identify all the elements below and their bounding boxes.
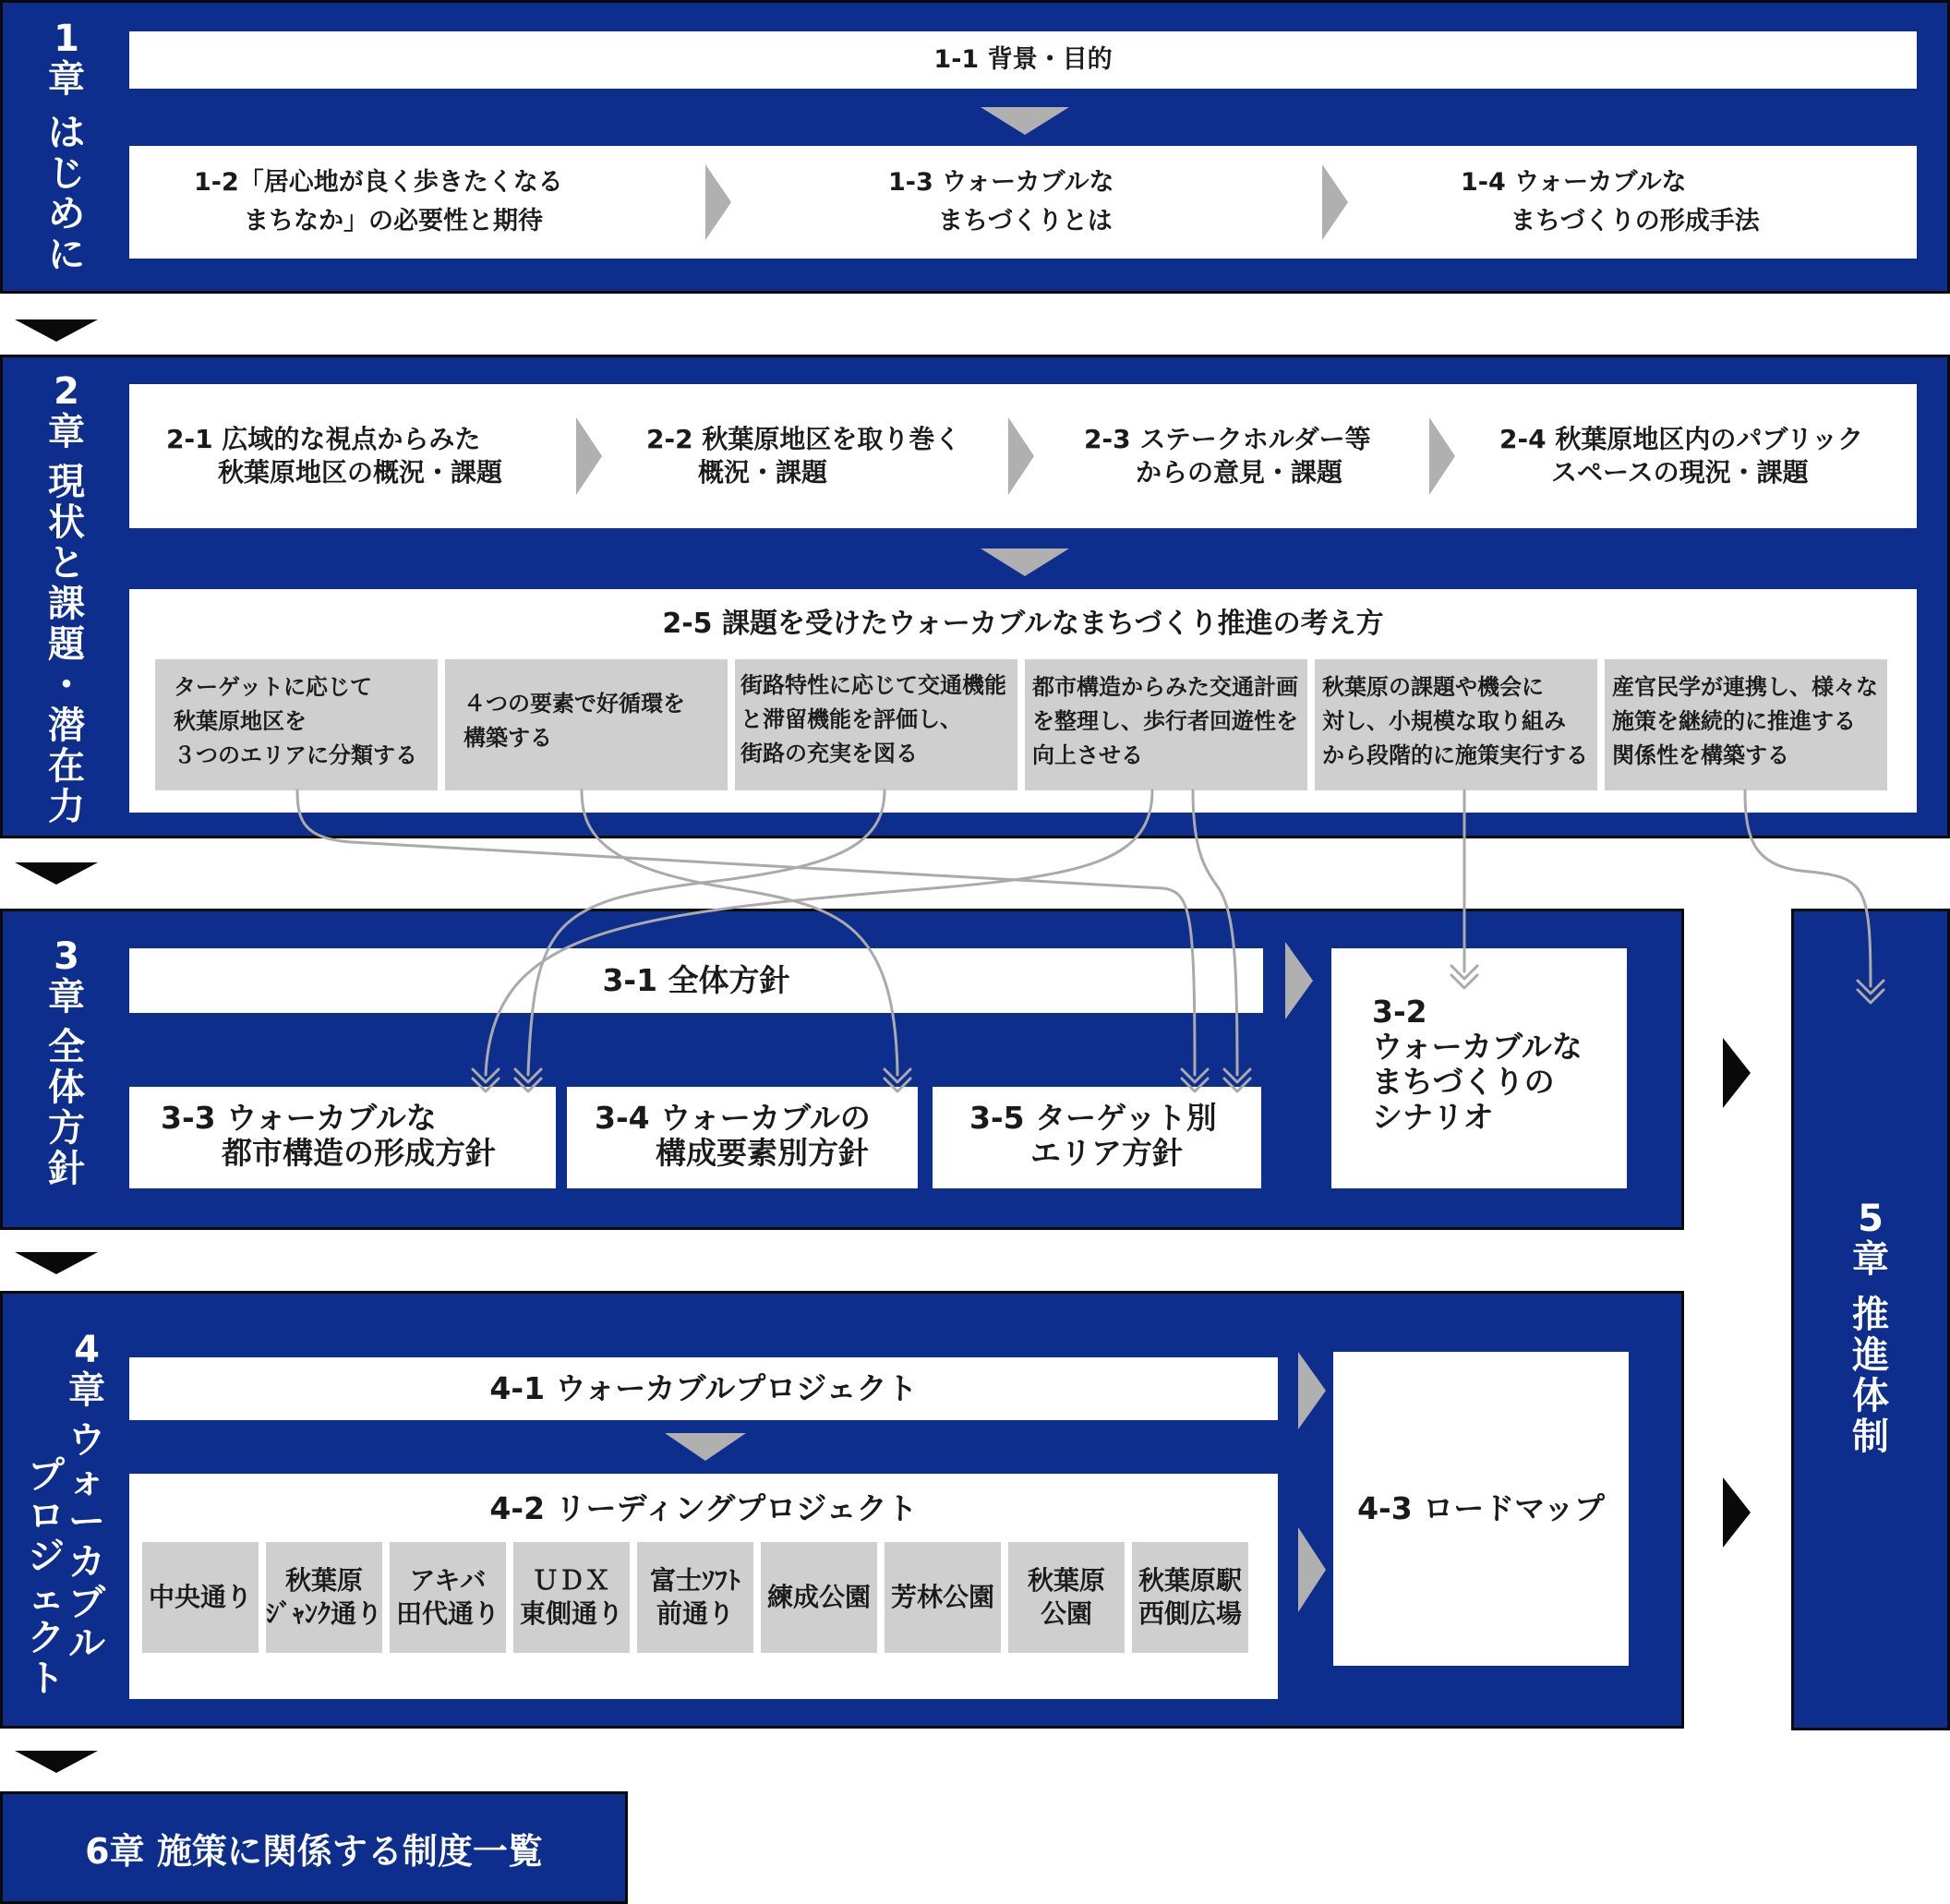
chapter-label-char: 力	[48, 786, 85, 828]
chapter-label-char: ロ	[28, 1495, 65, 1537]
chapter-label-char: 章	[68, 1369, 105, 1412]
chapter-label-char: 体	[1852, 1375, 1889, 1417]
leading-project-item: 中央通り	[142, 1542, 259, 1653]
chapter-label-char: 制	[1852, 1416, 1889, 1458]
connector-pedestrian	[1193, 790, 1237, 1075]
chapter-arrow-1-2	[15, 319, 98, 342]
arrow-down-2-4	[981, 548, 1069, 576]
chapter-label-char: ク	[28, 1617, 65, 1659]
chapter-label-char: 状	[48, 501, 85, 544]
chapter-label-char: カ	[68, 1541, 105, 1584]
chapter-label-char: プ	[28, 1454, 65, 1497]
connector-street-evaluation	[528, 790, 885, 1075]
leading-project-item: アキバ 田代通り	[390, 1542, 506, 1653]
chapter-label-char: 章	[48, 411, 85, 453]
leading-project-item: 秋葉原 ｼﾞｬﾝｸ通り	[266, 1542, 382, 1653]
chapter-label-char: 1	[54, 18, 79, 60]
chapter-label-char: 方	[48, 1107, 85, 1150]
leading-project-item: 富士ｿﾌﾄ 前通り	[637, 1542, 753, 1653]
arrow-right-2-3	[1429, 417, 1455, 495]
arrow-down-4-1	[665, 1433, 746, 1461]
section-2-2: 2-2 秋葉原地区を取り巻く 概況・課題	[646, 424, 961, 488]
chapter-label-char: 在	[48, 745, 85, 788]
chapter-label-char: 推	[1852, 1294, 1889, 1336]
concept-item: 秋葉原の課題や機会に 対し、小規模な取り組み から段階的に施策実行する	[1315, 659, 1597, 790]
concept-item: 都市構造からみた交通計画 を整理し、歩行者回遊性を 向上させる	[1025, 659, 1307, 790]
section-2-4: 2-4 秋葉原地区内のパブリック スペースの現況・課題	[1499, 424, 1864, 488]
section-1-4: 1-4 ウォーカブルな まちづくりの形成手法	[1461, 168, 1760, 235]
arrow-right-1-3	[1322, 164, 1348, 240]
section-1-3: 1-3 ウォーカブルな まちづくりとは	[888, 168, 1114, 235]
chapter-label-char: ブ	[68, 1582, 105, 1624]
arrow-right-4-1	[1298, 1352, 1326, 1429]
arrow-right-1-2	[705, 164, 731, 240]
chapter-label-char: ・	[48, 664, 85, 706]
chapter-label-char: 題	[48, 623, 85, 666]
chapter-label-char: ェ	[28, 1576, 65, 1619]
chapter-label-char: 針	[48, 1148, 85, 1190]
section-3-3: 3-3 ウォーカブルな 都市構造の形成方針	[129, 1087, 556, 1188]
chapter-arrow-4-6	[15, 1751, 98, 1773]
concept-item: 街路特性に応じて交通機能 と滞留機能を評価し、 街路の充実を図る	[735, 659, 1017, 790]
chapter-label-char: 5	[1858, 1198, 1884, 1240]
arrow-right-2-2	[1008, 417, 1034, 495]
chapter-label-char: 章	[1852, 1238, 1889, 1281]
chapter-label-char: 章	[48, 58, 85, 101]
section-3-1: 3-1 全体方針	[129, 948, 1263, 1013]
connector-target-area	[297, 790, 1195, 1075]
arrow-to-chapter-5-from-4	[1723, 1477, 1751, 1548]
section-2-5-title: 2-5 課題を受けたウォーカブルなまちづくり推進の考え方	[662, 608, 1384, 640]
section-1-2: 1-2「居心地が良く歩きたくなる まちなか」の必要性と期待	[194, 168, 563, 235]
chapter-label-char: め	[48, 193, 85, 235]
chapter-label-char: ジ	[28, 1536, 65, 1578]
chapter-label-char: ル	[68, 1622, 105, 1665]
arrow-right-4-2	[1298, 1527, 1326, 1612]
section-2-3: 2-3 ステークホルダー等 からの意見・課題	[1084, 424, 1371, 488]
section-3-4: 3-4 ウォーカブルの 構成要素別方針	[567, 1087, 918, 1188]
section-3-2: 3-2 ウォーカブルな まちづくりの シナリオ	[1331, 948, 1627, 1188]
chapter-label-char: ウ	[68, 1419, 105, 1462]
chapter-label-char: 2	[54, 370, 79, 413]
chapter-label-char: に	[48, 234, 85, 276]
leading-project-item: 練成公園	[761, 1542, 877, 1653]
arrow-down-1-1	[981, 107, 1069, 135]
chapter-label-char: 現	[48, 461, 85, 503]
chapter-label-char: 潜	[48, 705, 85, 747]
chapter-6-title: 6章 施策に関係する制度一覧	[85, 1830, 543, 1872]
leading-project-item: 秋葉原 公園	[1008, 1542, 1125, 1653]
chapter-label-char: 4	[74, 1329, 100, 1371]
connector-transport-plan	[486, 790, 1152, 1075]
chapter-arrow-2-3	[15, 862, 98, 885]
leading-project-item: ＵＤＸ 東側通り	[513, 1542, 630, 1653]
section-4-2-title: 4-2 リーディングプロジェクト	[489, 1490, 918, 1526]
arrow-to-chapter-5-from-3	[1723, 1038, 1751, 1108]
connector-collaboration	[1745, 790, 1871, 986]
chapter-label-char: 体	[48, 1066, 85, 1109]
chapter-label-char: 全	[48, 1026, 85, 1068]
concept-item: ターゲットに応じて 秋葉原地区を ３つのエリアに分類する	[155, 659, 438, 790]
concept-item: ４つの要素で好循環を 構築する	[445, 659, 728, 790]
section-1-1: 1-1 背景・目的	[129, 31, 1917, 89]
chapter-label-char: ー	[68, 1500, 105, 1543]
leading-project-item: 芳林公園	[885, 1542, 1001, 1653]
connector-four-elements	[582, 790, 897, 1075]
chapter-label-char: ォ	[68, 1460, 105, 1502]
chapter-label-char: 進	[1852, 1334, 1889, 1377]
arrow-right-2-1	[576, 417, 602, 495]
chapter-label-char: じ	[48, 152, 85, 195]
section-2-1: 2-1 広域的な視点からみた 秋葉原地区の概況・課題	[166, 424, 503, 488]
section-4-3: 4-3 ロードマップ	[1333, 1352, 1629, 1666]
chapter-label-char: は	[48, 112, 85, 154]
chapter-arrow-3-4	[15, 1252, 98, 1274]
section-3-5: 3-5 ターゲット別 エリア方針	[933, 1087, 1261, 1188]
chapter-label-char: 3	[54, 935, 79, 978]
chapter-label-char: ト	[28, 1657, 65, 1700]
arrow-right-3-1	[1285, 942, 1313, 1019]
chapter-label-char: 課	[48, 583, 85, 625]
chapter-label-char: 章	[48, 976, 85, 1018]
section-4-1: 4-1 ウォーカブルプロジェクト	[129, 1357, 1278, 1420]
concept-item: 産官民学が連携し、様々な 施策を継続的に推進する 関係性を構築する	[1605, 659, 1887, 790]
chapter-label-char: と	[48, 542, 85, 584]
leading-project-item: 秋葉原駅 西側広場	[1132, 1542, 1248, 1653]
